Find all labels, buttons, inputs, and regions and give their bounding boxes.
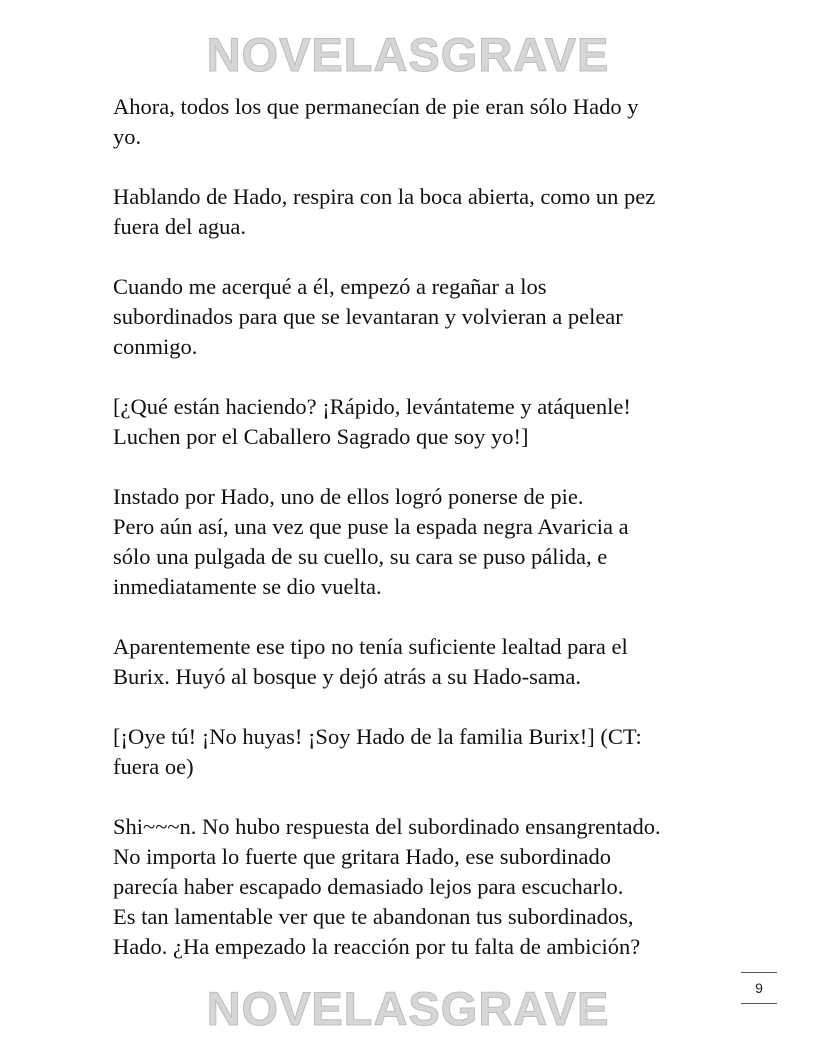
text-line: Ahora, todos los que permanecían de pie eran sólo Hado y <box>113 94 639 119</box>
text-line: Luchen por el Caballero Sagrado que soy yo!] <box>113 424 529 449</box>
text-line: [¡Oye tú! ¡No huyas! ¡Soy Hado de la familia Burix!] (CT: <box>113 724 642 749</box>
text-line: parecía haber escapado demasiado lejos para escucharlo. <box>113 874 624 899</box>
paragraph <box>113 272 713 362</box>
text-line: inmediatamente se dio vuelta. <box>113 574 382 599</box>
text-line: Es tan lamentable ver que te abandonan tus subordinados, <box>113 904 634 929</box>
text-line: No importa lo fuerte que gritara Hado, ese subordinado <box>113 844 611 869</box>
paragraph <box>113 722 713 782</box>
text-line: fuera del agua. <box>113 214 247 239</box>
text-line: [¿Qué están haciendo? ¡Rápido, levántateme y atáquenle! <box>113 394 631 419</box>
paragraph <box>113 392 713 452</box>
text-line: subordinados para que se levantaran y volvieran a pelear <box>113 304 623 329</box>
paragraph <box>113 482 713 602</box>
text-line: sólo una pulgada de su cuello, su cara se puso pálida, e <box>113 544 608 569</box>
page-number: 9 <box>755 980 763 996</box>
text-line: Burix. Huyó al bosque y dejó atrás a su Hado-sama. <box>113 664 582 689</box>
text-line: Cuando me acerqué a él, empezó a regañar a los <box>113 274 547 299</box>
paragraph <box>113 92 713 152</box>
watermark-footer: NOVELASGRAVE <box>206 982 610 1035</box>
text-line: Shi~~~n. No hubo respuesta del subordinado ensangrentado. <box>113 814 661 839</box>
document-body <box>113 92 713 962</box>
text-line: Pero aún así, una vez que puse la espada negra Avaricia a <box>113 514 629 539</box>
paragraph <box>113 632 713 692</box>
paragraph <box>113 182 713 242</box>
text-line: conmigo. <box>113 334 198 359</box>
text-line: Instado por Hado, uno de ellos logró ponerse de pie. <box>113 484 584 509</box>
text-line: Hablando de Hado, respira con la boca abierta, como un pez <box>113 184 656 209</box>
watermark-header: NOVELASGRAVE <box>206 28 610 81</box>
text-line: fuera oe) <box>113 754 194 779</box>
text-line: Aparentemente ese tipo no tenía suficiente lealtad para el <box>113 634 628 659</box>
text-line: yo. <box>113 124 142 149</box>
paragraph <box>113 812 713 962</box>
text-line: Hado. ¿Ha empezado la reacción por tu falta de ambición? <box>113 934 641 959</box>
